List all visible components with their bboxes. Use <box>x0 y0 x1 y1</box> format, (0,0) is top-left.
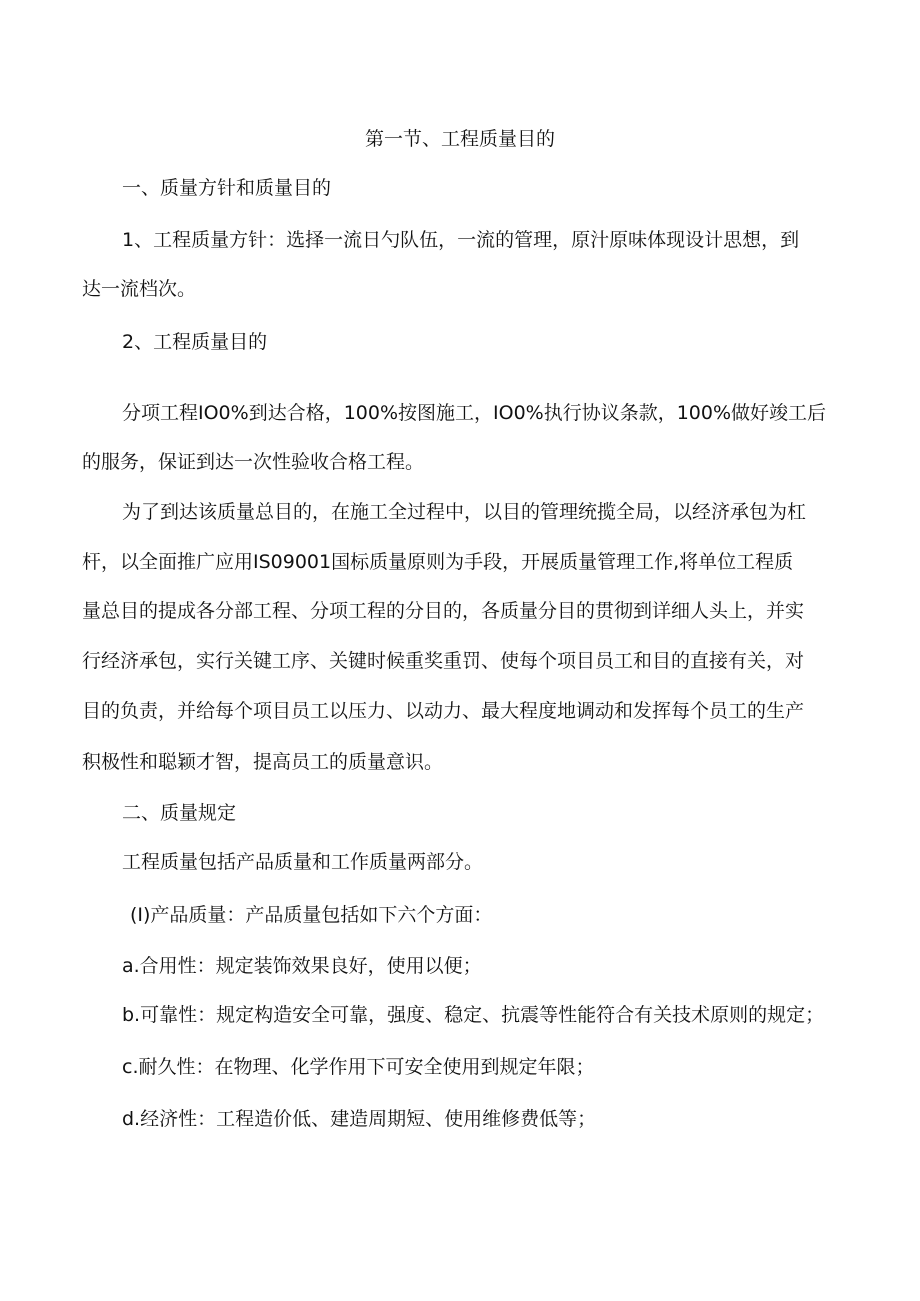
paragraph-line: 行经济承包，实行关键工序、关键时候重奖重罚、使每个项目员工和目的直接有关，对 <box>82 650 805 672</box>
heading-quality-policy-objectives: 一、质量方针和质量目的 <box>122 177 332 199</box>
paragraph-line: 量总目的提成各分部工程、分项工程的分目的，各质量分目的贯彻到详细人头上，并实 <box>82 600 805 622</box>
paragraph-line: 为了到达该质量总目的，在施工全过程中，以目的管理统揽全局，以经济承包为杠 <box>122 501 807 523</box>
quality-intro: 工程质量包括产品质量和工作质量两部分。 <box>122 851 484 873</box>
section-title: 第一节、工程质量目的 <box>364 128 555 150</box>
target-line-1: 分项工程IO0%到达合格，100%按图施工，IO0%执行协议条款，100%做好竣工后 <box>122 402 827 424</box>
heading-quality-requirements: 二、质量规定 <box>122 802 237 824</box>
paragraph-line: 积极性和聪颖才智，提高员工的质量意识。 <box>82 751 444 773</box>
aspect-item: c.耐久性：在物理、化学作用下可安全使用到规定年限； <box>122 1056 595 1078</box>
aspect-item: b.可靠性：规定构造安全可靠，强度、稳定、抗震等性能符合有关技术原则的规定； <box>122 1004 825 1026</box>
aspect-item: d.经济性：工程造价低、建造周期短、使用维修费低等； <box>122 1108 597 1130</box>
target-line-2: 的服务，保证到达一次性验收合格工程。 <box>82 451 425 473</box>
product-quality-heading: (I)产品质量：产品质量包括如下六个方面： <box>130 904 493 926</box>
aspect-item: a.合用性：规定装饰效果良好，使用以便； <box>122 955 482 977</box>
paragraph-line: 目的负责，并给每个项目员工以压力、以动力、最大程度地调动和发挥每个员工的生产 <box>82 700 805 722</box>
item-1-line-1: 1、工程质量方针：选择一流日勺队伍，一流的管理，原汁原味体现设计思想，到 <box>122 229 800 251</box>
paragraph-line: 杆，以全面推广应用IS09001国标质量原则为手段，开展质量管理工作,将单位工程质 <box>82 551 794 573</box>
item-1-line-2: 达一流档次。 <box>82 278 197 300</box>
item-2-heading: 2、工程质量目的 <box>122 331 268 353</box>
